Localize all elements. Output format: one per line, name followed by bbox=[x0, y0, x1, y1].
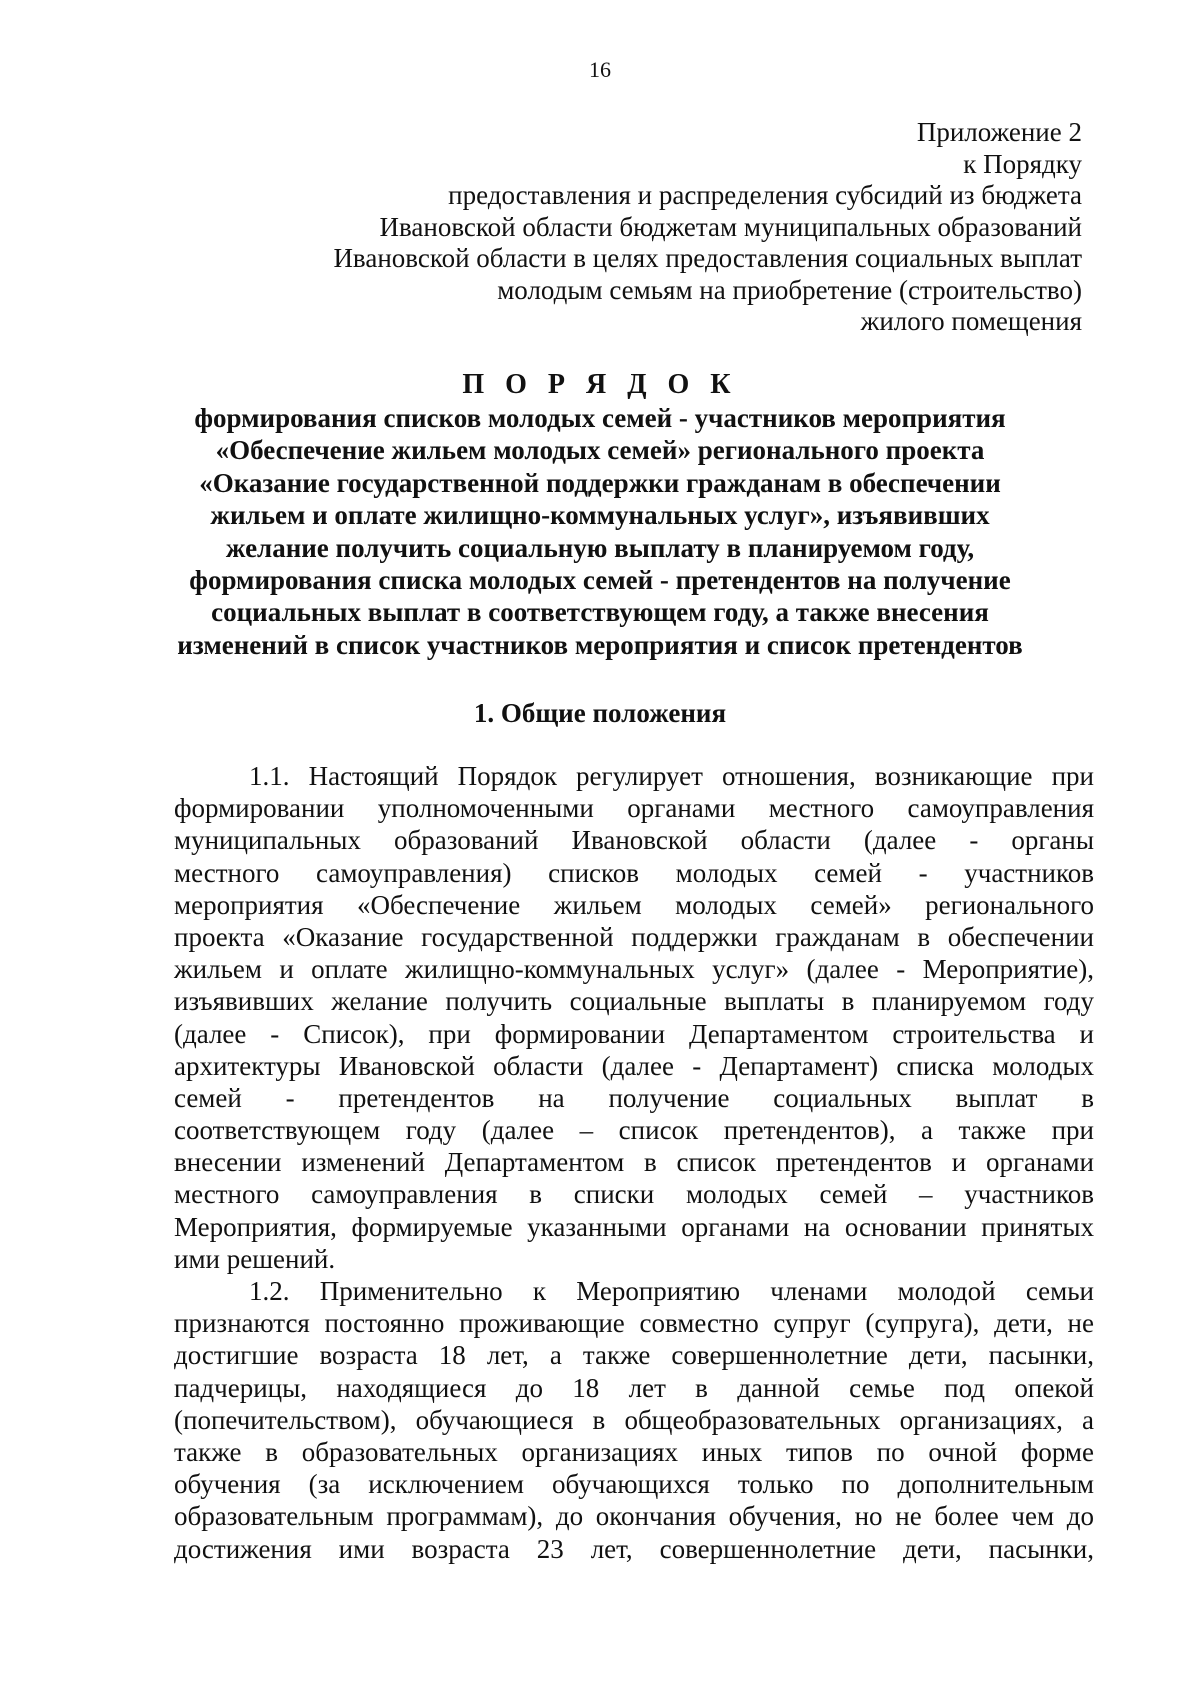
paragraph-line: архитектуры Ивановской области (далее - Департамент) списка молодых bbox=[174, 1050, 1094, 1081]
appendix-line: Приложение 2 bbox=[916, 117, 1082, 147]
paragraph-line: проекта «Оказание государственной поддержки гражданам в обеспечении bbox=[174, 921, 1094, 952]
subtitle-line: социальных выплат в соответствующем году, а также внесения bbox=[211, 597, 989, 628]
paragraph-line: также в образовательных организациях иных типов по очной форме bbox=[174, 1436, 1094, 1467]
subtitle-line: жильем и оплате жилищно-коммунальных услуг», изъявивших bbox=[210, 500, 990, 531]
paragraph-line: достигшие возраста 18 лет, а также совершеннолетние дети, пасынки, bbox=[174, 1340, 1094, 1371]
paragraph-line: жильем и оплате жилищно-коммунальных услуг» (далее - Мероприятие), bbox=[174, 954, 1094, 985]
paragraph-line: внесении изменений Департаментом в список претендентов и органами bbox=[174, 1147, 1094, 1178]
appendix-line: Ивановской области в целях предоставления социальных выплат bbox=[333, 243, 1082, 273]
appendix-line: предоставления и распределения субсидий из бюджета bbox=[448, 180, 1082, 210]
paragraph-line: (попечительством), обучающиеся в общеобразовательных организациях, а bbox=[174, 1404, 1094, 1435]
paragraph-line: образовательным программам), до окончания обучения, но не более чем до bbox=[174, 1501, 1094, 1532]
appendix-header bbox=[182, 117, 1082, 338]
paragraph-1-2 bbox=[174, 1275, 1094, 1565]
body-text bbox=[174, 760, 1094, 1565]
section-heading: 1. Общие положения bbox=[473, 698, 727, 728]
paragraph-line: ими решений. bbox=[174, 1243, 336, 1274]
document-title-block bbox=[130, 368, 1070, 661]
page-number: 16 bbox=[589, 57, 611, 82]
paragraph-line: муниципальных образований Ивановской области (далее - органы bbox=[174, 825, 1094, 856]
document-subtitle bbox=[130, 402, 1070, 661]
paragraph-line: 1.1. Настоящий Порядок регулирует отношения, возникающие при bbox=[249, 761, 1094, 791]
paragraph-line: мероприятия «Обеспечение жильем молодых семей» регионального bbox=[174, 889, 1094, 920]
paragraph-line: Мероприятия, формируемые указанными органами на основании принятых bbox=[174, 1211, 1094, 1242]
subtitle-line: «Обеспечение жильем молодых семей» регионального проекта bbox=[215, 435, 985, 466]
subtitle-line: изменений в список участников мероприятия и список претендентов bbox=[177, 629, 1023, 660]
subtitle-line: «Оказание государственной поддержки гражданам в обеспечении bbox=[199, 467, 1001, 498]
paragraph-line: соответствующем году (далее – список претендентов), а также при bbox=[174, 1115, 1094, 1146]
appendix-line: к Порядку bbox=[963, 148, 1082, 179]
paragraph-line: формировании уполномоченными органами местного самоуправления bbox=[174, 793, 1094, 824]
subtitle-line: желание получить социальную выплату в планируемом году, bbox=[225, 532, 975, 563]
paragraph-line: (далее - Список), при формировании Департаментом строительства и bbox=[174, 1018, 1094, 1049]
subtitle-line: формирования списков молодых семей - участников мероприятия bbox=[194, 403, 1006, 433]
appendix-line: Ивановской области бюджетам муниципальных образований bbox=[379, 211, 1082, 242]
paragraph-line: изъявивших желание получить социальные выплаты в планируемом году bbox=[174, 986, 1094, 1017]
paragraph-line: падчерицы, находящиеся до 18 лет в данной семье под опекой bbox=[174, 1372, 1094, 1403]
subtitle-line: формирования списка молодых семей - претендентов на получение bbox=[189, 565, 1011, 596]
paragraph-line: достижения ими возраста 23 лет, совершеннолетние дети, пасынки, bbox=[174, 1533, 1094, 1564]
paragraph-line: местного самоуправления в списки молодых семей – участников bbox=[174, 1179, 1094, 1210]
paragraph-line: семей - претендентов на получение социальных выплат в bbox=[174, 1082, 1094, 1113]
paragraph-line: 1.2. Применительно к Мероприятию членами молодой семьи bbox=[249, 1276, 1094, 1306]
paragraph-line: местного самоуправления) списков молодых семей - участников bbox=[174, 857, 1094, 888]
paragraph-line: признаются постоянно проживающие совместно супруг (супруга), дети, не bbox=[174, 1308, 1094, 1339]
appendix-line: молодым семьям на приобретение (строительство) bbox=[497, 274, 1082, 305]
appendix-line: жилого помещения bbox=[860, 306, 1082, 336]
document-title: П О Р Я Д О К bbox=[462, 369, 738, 400]
paragraph-1-1 bbox=[174, 760, 1094, 1275]
paragraph-line: обучения (за исключением обучающихся только по дополнительным bbox=[174, 1469, 1094, 1500]
